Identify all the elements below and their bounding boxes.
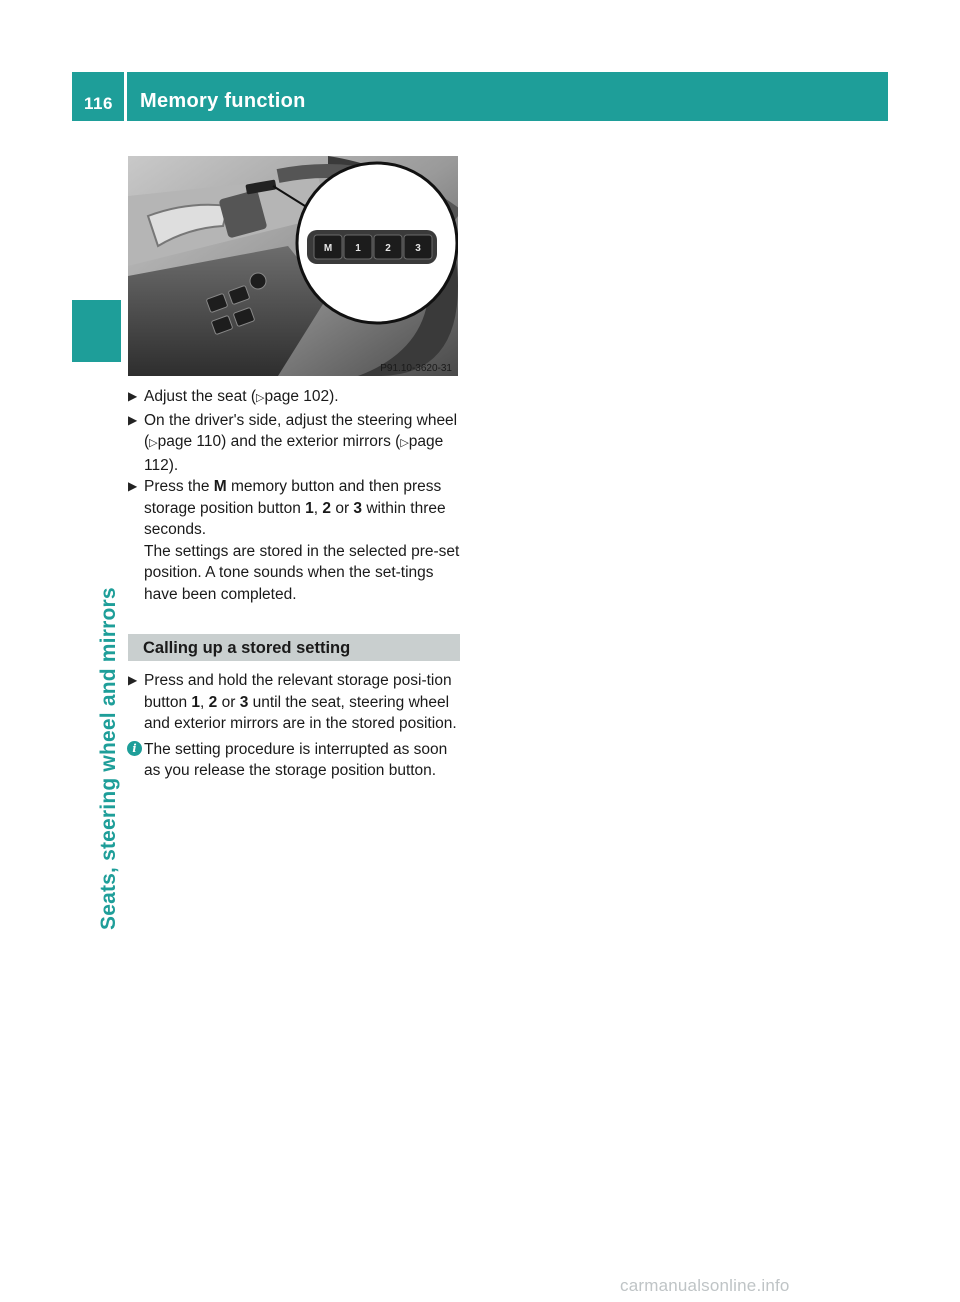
info-icon: i — [127, 741, 142, 756]
step-1: ▶ Adjust the seat (▷page 102). — [128, 386, 460, 410]
page-header — [72, 72, 888, 121]
memory-button-m-label: M — [323, 243, 333, 254]
arrow-right-icon: ▶ — [128, 673, 138, 687]
page-number: 116 — [84, 94, 113, 113]
memory-button-3-label: 3 — [415, 243, 421, 254]
subsection-heading: Calling up a stored setting — [128, 634, 460, 661]
step-recall: ▶ Press and hold the relevant storage posi-tion button 1, 2 or 3 until the seat, steering wheel and exterior mirrors are in the stored position. — [128, 672, 457, 732]
figure-code: P91.10-3620-31 — [380, 363, 452, 374]
info-text: The setting procedure is interrupted as soon as you release the storage position button. — [144, 740, 448, 779]
section-title: Memory function — [140, 90, 306, 112]
info-note — [128, 739, 460, 782]
step-3: ▶ Press the M memory button and then press storage position button 1, 2 or 3 within three seconds. The settings are stored in the selected pre-set position. A tone sounds when the set-tings have been completed. — [128, 476, 460, 605]
memory-button-2-label: 2 — [385, 243, 391, 254]
arrow-right-icon: ▶ — [128, 389, 138, 403]
side-tab — [72, 300, 121, 362]
arrow-right-icon: ▶ — [128, 479, 138, 493]
page-number-box — [72, 72, 127, 121]
watermark: carmanualsonline.info — [620, 1276, 790, 1295]
page-ref-icon: ▷ — [149, 437, 158, 449]
arrow-right-icon: ▶ — [128, 412, 138, 427]
content-column — [128, 386, 460, 782]
step-2: ▶ On the driver's side, adjust the steering wheel (▷page 110) and the exterior mirrors (▷page 112). — [128, 411, 458, 474]
chapter-label: Seats, steering wheel and mirrors — [97, 587, 120, 930]
memory-button-1-label: 1 — [355, 243, 361, 254]
step-3-result: The settings are stored in the selected pre-set position. A tone sounds when the set-tings have been completed. — [144, 542, 460, 603]
page-ref-icon: ▷ — [400, 437, 409, 449]
door-memory-buttons-photo — [128, 156, 458, 376]
page-ref-icon: ▷ — [256, 392, 265, 404]
